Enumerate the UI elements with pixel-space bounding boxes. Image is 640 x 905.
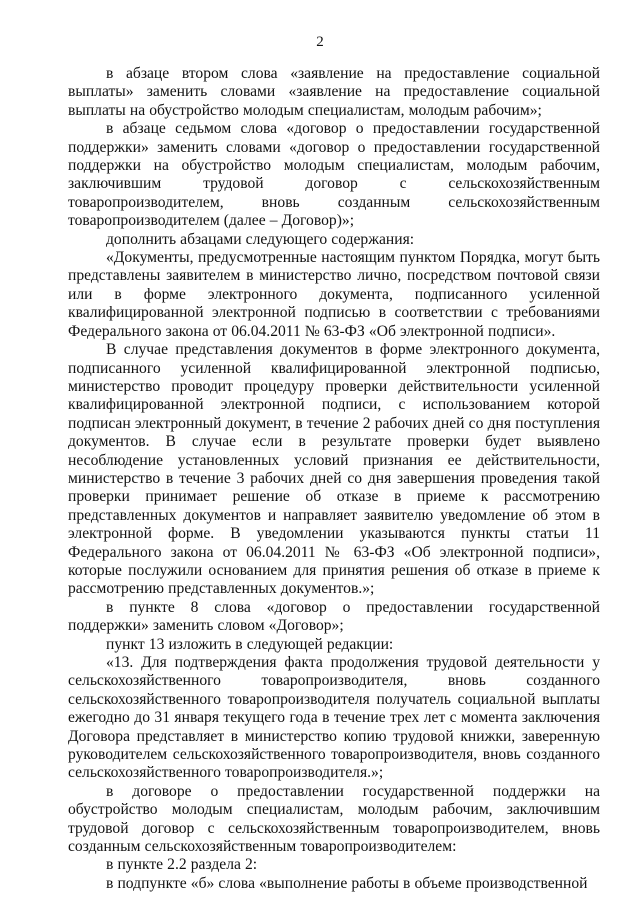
paragraph-10: в пункте 2.2 раздела 2: [106, 856, 258, 874]
paragraph-2: в абзаце седьмом слова «договор о предоставлении государственной поддержки» заменить словами «договор о предоставлении государственной поддержки на обустройство молодым специалистам, молодым рабочим, заключившим трудовой договор с сельскохозяйственным товаропроизводителем, вновь созданным сельскохозяйственным товаропроизводителем (далее – Договор)»; [68, 120, 600, 230]
paragraph-3: дополнить абзацами следующего содержания: [106, 230, 415, 248]
paragraph-7: пункт 13 изложить в следующей редакции: [106, 635, 394, 653]
paragraph-11: в подпункте «б» слова «выполнение работы в объеме производственной [106, 874, 588, 892]
document-body [68, 65, 600, 893]
paragraph-1: в абзаце втором слова «заявление на предоставление социальной выплаты» заменить словами «заявление на предоставление социальной выплаты на обустройство молодым специалистам, молодым рабочим»; [68, 65, 600, 119]
paragraph-8: «13. Для подтверждения факта продолжения трудовой деятельности у сельскохозяйственного товаропроизводителя, вновь созданного сельскохозяйственного товаропроизводителя получатель социальной выплаты ежегодно до 31 января текущего года в течение трех лет с момента заключения Договора представляет в министерство копию трудовой книжки, заверенную руководителем сельскохозяйственного товаропроизводителя, вновь созданного сельскохозяйственного товаропроизводителя.»; [68, 654, 600, 782]
paragraph-9: в договоре о предоставлении государственной поддержки на обустройство молодым специалистам, молодым рабочим, заключившим трудовой договор с сельскохозяйственным товаропроизводителем, вновь созданным сельскохозяйственным товаропроизводителем: [68, 782, 600, 856]
page-number: 2 [316, 34, 324, 50]
paragraph-6: в пункте 8 слова «договор о предоставлении государственной поддержки» заменить словом «Договор»; [68, 598, 600, 635]
paragraph-4: «Документы, предусмотренные настоящим пунктом Порядка, могут быть представлены заявителем в министерство лично, посредством почтовой связи или в форме электронного документа, подписанного усиленной квалифицированной электронной подписью в соответствии с требованиями Федерального закона от 06.04.2011 № 63-ФЗ «Об электронной подписи». [68, 249, 600, 340]
paragraph-5: В случае представления документов в форме электронного документа, подписанного усиленной квалифицированной электронной подписью, министерство проводит процедуру проверки действительности усиленной квалифицированной электронной подписи, с использованием которой подписан электронный документ, в течение 2 рабочих дней со дня поступления документов. В случае если в результате проверки будет выявлено несоблюдение установленных условий признания ее действительности, министерство в течение 3 рабочих дней со дня завершения проведения такой проверки принимает решение об отказе в приеме к рассмотрению представленных документов и направляет заявителю уведомление об этом в электронной форме. В уведомлении указываются пункты статьи 11 Федерального закона от 06.04.2011 № 63-ФЗ «Об электронной подписи», которые послужили основанием для принятия решения об отказе в приеме к рассмотрению представленных документов.»; [68, 341, 600, 598]
